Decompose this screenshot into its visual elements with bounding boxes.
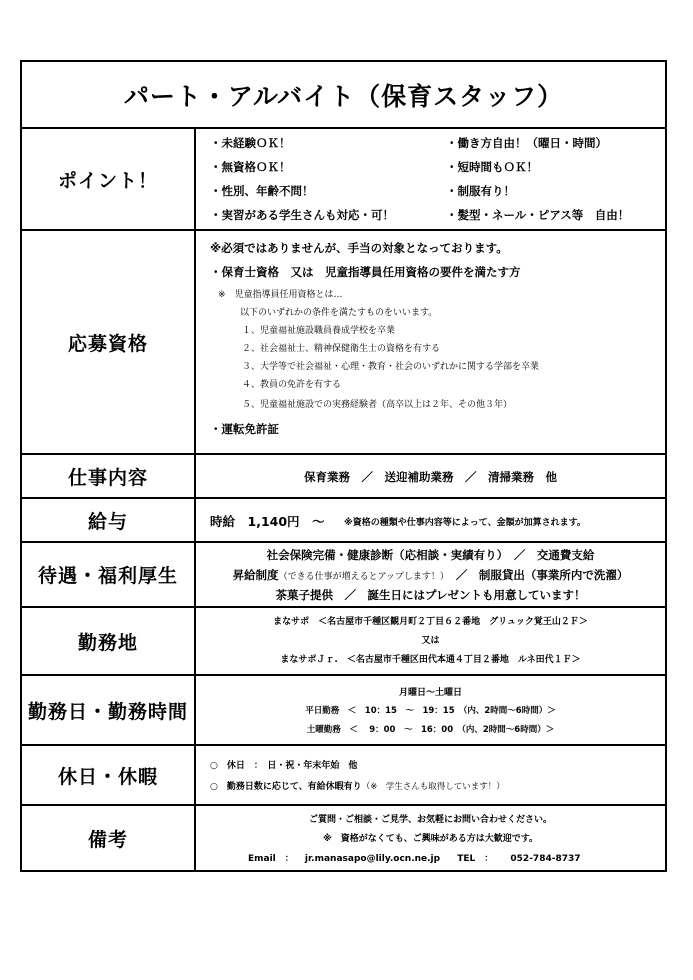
points-row (22, 127, 665, 229)
holidays-label: 休日・休暇 (22, 746, 196, 804)
holidays-line-2 (210, 779, 505, 792)
job-text: 保育業務 ／ 送迎補助業務 ／ 清掃業務 他 (304, 470, 557, 484)
schedule-saturday: 土曜勤務 ＜ 9：00 ～ 16：00 （内、2時間～6時間）＞ (306, 725, 555, 735)
salary-main: 時給 1,140円 ～ (210, 514, 325, 529)
point-item: ・未経験ＯＫ！ (210, 136, 291, 150)
job-label: 仕事内容 (22, 455, 196, 497)
remarks-label: 備考 (22, 806, 196, 870)
qualification-definition: ※ 児童指導員任用資格とは… (218, 290, 343, 300)
benefits-row (22, 541, 665, 606)
remarks-line: ご質問・ご相談・ご見学、お気軽にお問い合わせください。 (308, 815, 552, 825)
qualification-content (196, 231, 665, 453)
job-posting-table (20, 60, 667, 872)
schedule-days: 月曜日～土曜日 (398, 688, 462, 698)
condition-item: １、児童福祉施設職員養成学校を卒業 (242, 326, 396, 336)
qualification-definition-sub: 以下のいずれかの条件を満たすものをいいます。 (240, 308, 438, 318)
location-line: まなサポＪｒ. ＜名古屋市千種区田代本通４丁目２番地 ルネ田代１Ｆ＞ (280, 655, 581, 665)
benefits-uniform: ／ 制服貸出（事業所内で洗濯） (444, 568, 629, 582)
location-or: 又は (421, 636, 440, 646)
remarks-line: ※ 資格がなくても、ご興味がある方は大歓迎です。 (322, 834, 539, 844)
point-item: ・制服有り！ (446, 184, 515, 198)
qualification-label: 応募資格 (22, 231, 196, 453)
benefits-line-2 (196, 567, 665, 583)
point-item: ・性別、年齢不問！ (210, 184, 314, 198)
location-content (196, 608, 665, 674)
points-content (196, 129, 665, 229)
schedule-row (22, 674, 665, 744)
salary-label: 給与 (22, 499, 196, 541)
remarks-row (22, 804, 665, 870)
points-label: ポイント！ (22, 129, 196, 229)
benefits-label: 待遇・福利厚生 (22, 543, 196, 606)
qualification-note: ※必須ではありませんが、手当の対象となっております。 (210, 241, 508, 255)
schedule-weekday: 平日勤務 ＜ 10：15 ～ 19：15 （内、2時間～6時間）＞ (305, 706, 556, 716)
job-content (196, 455, 665, 497)
contact-line (248, 851, 581, 864)
qualification-license: ・運転免許証 (210, 422, 279, 436)
location-label: 勤務地 (22, 608, 196, 674)
condition-item: ５、児童福祉施設での実務経験者（高卒以上は２年、その他３年） (242, 400, 513, 410)
job-row (22, 453, 665, 497)
point-item: ・実習がある学生さんも対応・可！ (210, 208, 394, 222)
condition-item: ２、社会福祉士、精神保健衛生士の資格を有する (242, 344, 441, 354)
title-row (22, 62, 665, 127)
benefits-line: 社会保険完備・健康診断（応相談・実績有り） ／ 交通費支給 (266, 548, 595, 562)
condition-item: ３、大学等で社会福祉・心理・教育・社会のいずれかに関する学部を卒業 (242, 362, 540, 372)
holidays-content (196, 746, 665, 804)
point-item: ・髪型・ネール・ピアス等 自由！ (446, 208, 630, 222)
point-item: ・働き方自由！（曜日・時間） (446, 136, 607, 150)
salary-note: ※資格の種類や仕事内容等によって、金額が加算されます。 (344, 518, 586, 528)
schedule-content (196, 676, 665, 744)
location-line: まなサポ ＜名古屋市千種区観月町２丁目６２番地 グリュック覚王山２Ｆ＞ (273, 617, 588, 627)
qualification-main: ・保育士資格 又は 児童指導員任用資格の要件を満たす方 (210, 265, 521, 279)
remarks-content (196, 806, 665, 870)
holidays-note: （※ 学生さんも取得しています！） (361, 782, 505, 792)
holidays-line: ○ 休日 ： 日・祝・年末年始 他 (210, 761, 358, 771)
tel-link[interactable]: 052-784-8737 (510, 854, 581, 864)
benefits-raise-note: （できる仕事が増えるとアップします！） (278, 572, 445, 582)
holidays-paid-leave: ○ 勤務日数に応じて、有給休暇有り (210, 782, 362, 792)
holidays-row (22, 744, 665, 804)
salary-content (196, 499, 665, 541)
salary-row (22, 497, 665, 541)
schedule-label: 勤務日・勤務時間 (22, 676, 196, 744)
benefits-line: 茶菓子提供 ／ 誕生日にはプレゼントも用意しています！ (275, 588, 586, 602)
email-link[interactable]: jr.manasapo@lily.ocn.ne.jp (304, 854, 441, 864)
page-title: パート・アルバイト（保育スタッフ） (123, 81, 564, 111)
email-label: Email ： (248, 854, 294, 864)
point-item: ・無資格ＯＫ！ (210, 160, 291, 174)
condition-item: ４、教員の免許を有する (242, 380, 342, 390)
location-row (22, 606, 665, 674)
qualification-row (22, 229, 665, 453)
benefits-raise: 昇給制度 (232, 568, 279, 582)
point-item: ・短時間もＯＫ！ (446, 160, 538, 174)
tel-label: TEL ： (457, 854, 494, 864)
benefits-content (196, 543, 665, 606)
